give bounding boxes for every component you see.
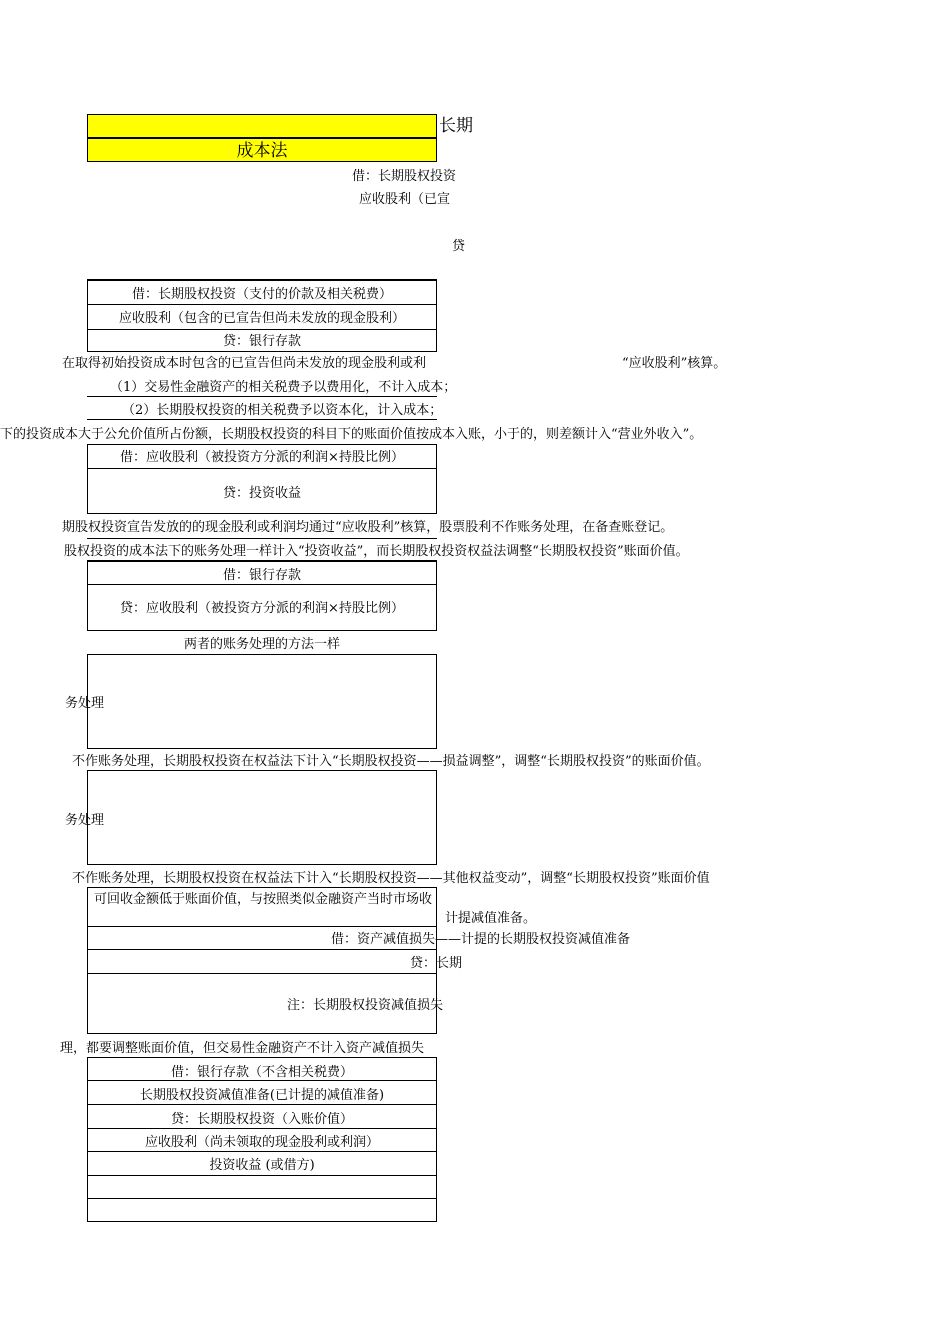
acquisition-note-2: （2）长期股权投资的相关税费予以资本化，计入成本； bbox=[122, 403, 443, 418]
dividend-declared-note-2: 股权投资的成本法下的账务处理一样计入“投资收益”，而长期股权投资权益法调整“长期股权投资”账面价值。 bbox=[64, 544, 689, 559]
impairment-note-below: 理，都要调整账面价值，但交易性金融资产不计入资产减值损失 bbox=[60, 1041, 425, 1056]
top-credit: 贷 bbox=[452, 239, 466, 254]
acquisition-debit: 借：长期股权投资（支付的价款及相关税费） bbox=[131, 287, 392, 302]
underline bbox=[87, 396, 437, 397]
disposal-row: 借：银行存款（不含相关税费） bbox=[170, 1065, 353, 1080]
impairment-note: 注：长期股权投资减值损失 bbox=[287, 998, 444, 1013]
impairment-text-2: 计提减值准备。 bbox=[445, 911, 537, 926]
row-divider bbox=[87, 973, 437, 974]
row-divider bbox=[87, 1104, 437, 1105]
dividend-declared-debit: 借：应收股利（被投资方分派的利润×持股比例） bbox=[120, 450, 404, 465]
acquisition-note: 在取得初始投资成本时包含的已宣告但尚未发放的现金股利或利 bbox=[62, 356, 427, 371]
underline bbox=[87, 419, 437, 420]
row-divider bbox=[87, 949, 437, 950]
row-divider bbox=[87, 926, 437, 927]
net-income-box bbox=[87, 654, 437, 749]
top-receivable: 应收股利（已宣 bbox=[359, 192, 451, 207]
row-divider bbox=[87, 1198, 437, 1199]
top-debit: 借：长期股权投资 bbox=[352, 169, 457, 184]
disposal-row: 长期股权投资减值准备(已计提的减值准备) bbox=[139, 1088, 385, 1103]
row-divider bbox=[87, 1151, 437, 1152]
row-divider bbox=[87, 1175, 437, 1176]
impairment-debit: 借：资产减值损失——计提的长期股权投资减值准备 bbox=[331, 932, 631, 947]
net-income-note: 不作账务处理，长期股权投资在权益法下计入“长期股权投资——损益调整”，调整“长期股权投资”的账面价值。 bbox=[72, 754, 710, 769]
underline bbox=[87, 538, 437, 539]
disposal-row: 投资收益 (或借方) bbox=[209, 1158, 315, 1173]
disposal-row: 应收股利（尚未领取的现金股利或利润） bbox=[144, 1135, 379, 1150]
net-income-label: 务处理 bbox=[65, 696, 105, 711]
dividend-received-credit: 贷：应收股利（被投资方分派的利润×持股比例） bbox=[120, 601, 404, 616]
impairment-credit: 贷：长期 bbox=[410, 956, 463, 971]
dividend-received-debit: 借：银行存款 bbox=[222, 568, 301, 583]
acquisition-credit: 贷：银行存款 bbox=[222, 334, 301, 349]
other-equity-box bbox=[87, 770, 437, 865]
row-divider bbox=[87, 329, 437, 330]
method-label: 成本法 bbox=[236, 141, 288, 161]
impairment-text-1: 可回收金额低于账面价值，与按照类似金融资产当时市场收 bbox=[94, 892, 433, 907]
dividend-declared-credit: 贷：投资收益 bbox=[222, 486, 301, 501]
acquisition-note-3: 下的投资成本大于公允价值所占份额，长期股权投资的科目下的账面价值按成本入账，小于的，则差额计入“营业外收入”。 bbox=[0, 427, 703, 442]
dividend-declared-note-1: 期股权投资宣告发放的的现金股利或利润均通过“应收股利”核算，股票股利不作账务处理，在备查账登记。 bbox=[62, 520, 674, 535]
disposal-row: 贷：长期股权投资（入账价值） bbox=[170, 1112, 353, 1127]
row-divider bbox=[87, 304, 437, 305]
page-title-fragment: 长期 bbox=[439, 116, 473, 136]
row-divider bbox=[87, 1128, 437, 1129]
header-blank-cell bbox=[87, 114, 437, 138]
other-equity-note: 不作账务处理，长期股权投资在权益法下计入“长期股权投资——其他权益变动”，调整“长期股权投资”账面价值 bbox=[72, 871, 710, 886]
row-divider bbox=[87, 468, 437, 469]
row-divider bbox=[87, 584, 437, 585]
acquisition-note-right: “应收股利”核算。 bbox=[622, 356, 727, 371]
acquisition-note-1: （1）交易性金融资产的相关税费予以费用化，不计入成本； bbox=[110, 380, 457, 395]
other-equity-label: 务处理 bbox=[65, 813, 105, 828]
acquisition-receivable: 应收股利（包含的已宣告但尚未发放的现金股利） bbox=[118, 311, 405, 326]
dividend-received-note: 两者的账务处理的方法一样 bbox=[183, 637, 340, 652]
